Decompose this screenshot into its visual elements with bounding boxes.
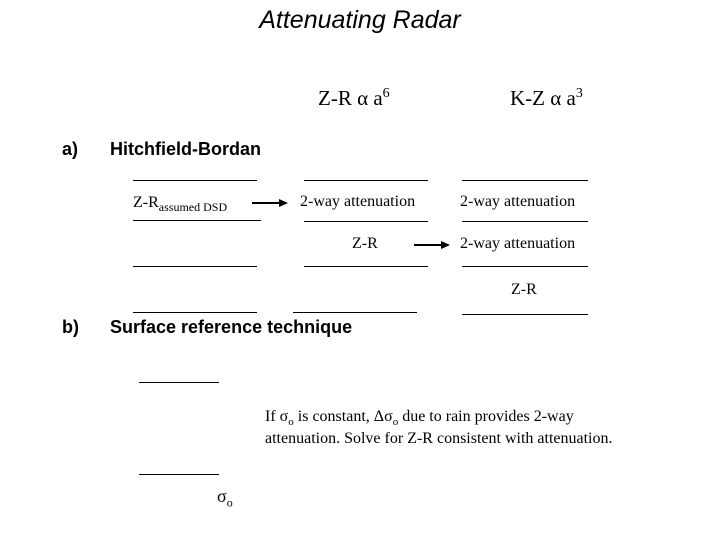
divider-line bbox=[133, 220, 261, 221]
subscript-o: o bbox=[288, 416, 294, 429]
divider-line bbox=[304, 180, 428, 181]
divider-line bbox=[133, 180, 257, 181]
sigma-symbol: σ bbox=[279, 408, 289, 425]
zr-label-subscript: assumed DSD bbox=[158, 200, 228, 215]
divider-line bbox=[293, 312, 417, 313]
paragraph-text: is constant, bbox=[293, 408, 374, 425]
divider-line bbox=[133, 266, 257, 267]
zr-assumed-dsd-label bbox=[133, 194, 228, 215]
zr-text: Z-R bbox=[318, 86, 358, 110]
divider-line bbox=[133, 312, 257, 313]
delta-symbol: Δ bbox=[373, 408, 385, 425]
two-way-attenuation-label: 2-way attenuation bbox=[460, 193, 576, 210]
subscript-o: o bbox=[392, 416, 399, 429]
kz-text: K-Z bbox=[510, 86, 551, 110]
divider-line bbox=[304, 266, 428, 267]
divider-line bbox=[139, 474, 219, 475]
paragraph-text: If bbox=[265, 408, 280, 425]
section-b-heading: Surface reference technique bbox=[110, 317, 353, 337]
zr-a: a bbox=[368, 86, 383, 110]
divider-line bbox=[304, 221, 428, 222]
section-b-marker: b) bbox=[62, 317, 79, 337]
divider-line bbox=[462, 180, 588, 181]
section-a-heading: Hitchfield-Bordan bbox=[110, 139, 261, 159]
right-arrow-icon bbox=[252, 198, 288, 208]
sigma-o-symbol bbox=[217, 486, 233, 510]
zr-relation-header bbox=[318, 86, 390, 111]
divider-line bbox=[462, 221, 588, 222]
two-way-attenuation-label: 2-way attenuation bbox=[460, 235, 576, 252]
zr-label-main: Z-R bbox=[133, 194, 159, 211]
zr-exponent: 6 bbox=[382, 86, 390, 101]
srt-explanation-line-1 bbox=[265, 408, 574, 429]
alpha-symbol: α bbox=[357, 86, 369, 110]
divider-line bbox=[462, 314, 588, 315]
srt-explanation-line-2: attenuation. Solve for Z-R consistent with attenuation. bbox=[265, 430, 613, 447]
kz-exponent: 3 bbox=[575, 86, 583, 101]
right-arrow-icon bbox=[414, 240, 450, 250]
divider-line bbox=[139, 382, 219, 383]
alpha-symbol: α bbox=[550, 86, 562, 110]
zr-label: Z-R bbox=[511, 281, 537, 298]
kz-relation-header bbox=[510, 86, 583, 111]
zr-label: Z-R bbox=[352, 235, 378, 252]
two-way-attenuation-label: 2-way attenuation bbox=[300, 193, 416, 210]
sigma-symbol: σ bbox=[384, 408, 393, 425]
section-a-marker: a) bbox=[62, 139, 79, 159]
page-title: Attenuating Radar bbox=[259, 6, 461, 34]
sigma-symbol: σ bbox=[217, 486, 227, 506]
paragraph-text: due to rain provides 2-way bbox=[398, 408, 574, 425]
divider-line bbox=[462, 266, 588, 267]
subscript-o: o bbox=[226, 495, 233, 510]
kz-a: a bbox=[561, 86, 576, 110]
